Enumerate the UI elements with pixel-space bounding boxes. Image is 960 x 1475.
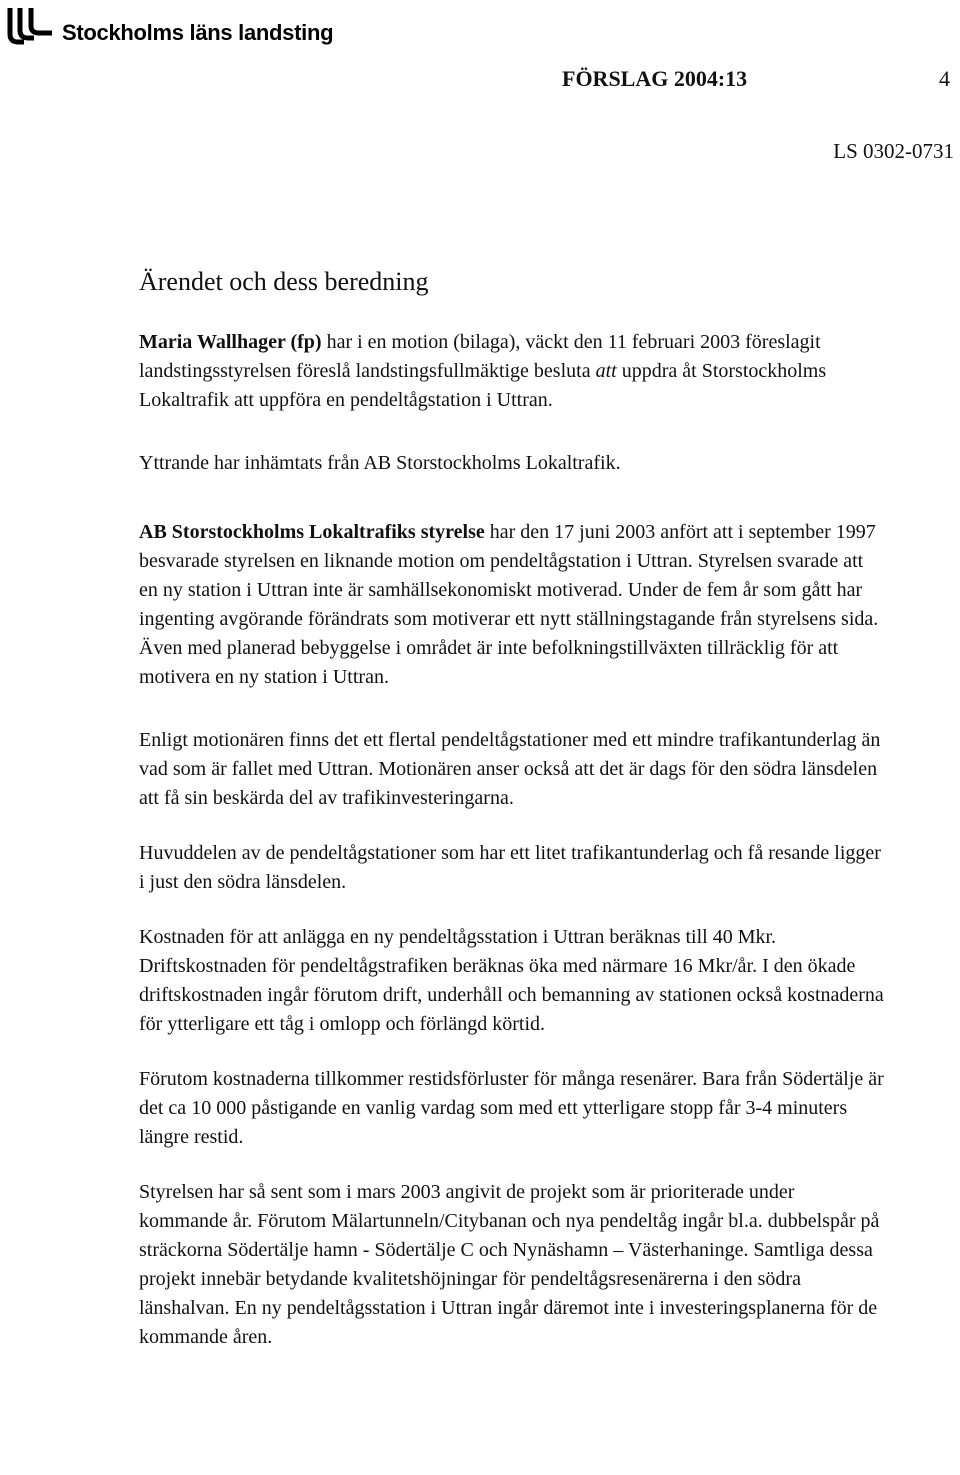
styrelse-text: har den 17 juni 2003 anfört att i september 1997 besvarade styrelsen en liknande motion om pendeltågstation i Uttran. Styrelsen svarade att en ny station i Uttran inte är samhällsekonomiskt motiverad. Under de fem år som gått har ingenting avgörande förändrats som motiverar ett nytt ställningstagande från styrelsens sida. Även med planerad bebyggelse i området är inte befolkningstillväxten tillräcklig för att motivera en ny station i Uttran.: [139, 521, 879, 688]
document-id: FÖRSLAG 2004:13: [562, 66, 748, 91]
document-body: [139, 328, 884, 1378]
paragraph-huvuddelen: Huvuddelen av de pendeltågstationer som har ett litet trafikantunderlag och få resande ligger i just den södra länsdelen.: [139, 842, 881, 893]
paragraph-restid: Förutom kostnaderna tillkommer restidsförluster för många resenärer. Bara från Södertälje är det ca 10 000 påstigande en vanlig vardag som med ett ytterligare stopp får 3-4 minuters längre restid.: [139, 1068, 884, 1148]
paragraph-motion: [139, 328, 884, 415]
motion-italic: att: [595, 360, 617, 382]
landsting-logo: [4, 6, 333, 46]
motion-text-a: har i en motion (bilaga), väckt den 11 februari 2003 föreslagit landstingsstyrelsen föreslå landstingsfullmäktige besluta: [139, 331, 821, 382]
sll-logo-icon: [4, 6, 56, 46]
logo-text: Stockholms läns landsting: [62, 20, 334, 45]
paragraph-yttrande: Yttrande har inhämtats från AB Storstockholms Lokaltrafik.: [139, 452, 621, 474]
section-heading: Ärendet och dess beredning: [139, 267, 429, 296]
page-number: 4: [939, 66, 950, 91]
paragraph-kostnaden: Kostnaden för att anlägga en ny pendeltågsstation i Uttran beräknas till 40 Mkr. Driftskostnaden för pendeltågstrafiken beräknas öka med närmare 16 Mkr/år. I den ökade driftskostnaden ingår förutom drift, underhåll och bemanning av stationen också kostnaderna för ytterligare ett tåg i omlopp och förlängd körtid.: [139, 926, 884, 1035]
paragraph-motionaren: Enligt motionären finns det ett flertal pendeltågstationer med ett mindre trafikantunderlag än vad som är fallet med Uttran. Motionären anser också att det är dags för den södra länsdelen att få sin beskärda del av trafikinvesteringarna.: [139, 729, 881, 809]
styrelse-name: AB Storstockholms Lokaltrafiks styrelse: [139, 521, 485, 543]
paragraph-styrelse: [139, 518, 884, 692]
paragraph-prioriterade: Styrelsen har så sent som i mars 2003 angivit de projekt som är prioriterade under kommande år. Förutom Mälartunneln/Citybanan och nya pendeltåg ingår bl.a. dubbelspår på sträckorna Södertälje hamn - Södertälje C och Nynäshamn – Västerhaninge. Samtliga dessa projekt innebär betydande kvalitetshöjningar för pendeltågsresenärerna i den södra länshalvan. En ny pendeltågsstation i Uttran ingår däremot inte i investeringsplanerna för de kommande åren.: [139, 1181, 880, 1348]
motion-text-b: uppdra åt Storstockholms Lokaltrafik att uppföra en pendeltågstation i Uttran.: [139, 360, 827, 411]
registration-number: LS 0302-0731: [833, 139, 954, 163]
motion-author: Maria Wallhager (fp): [139, 331, 322, 353]
